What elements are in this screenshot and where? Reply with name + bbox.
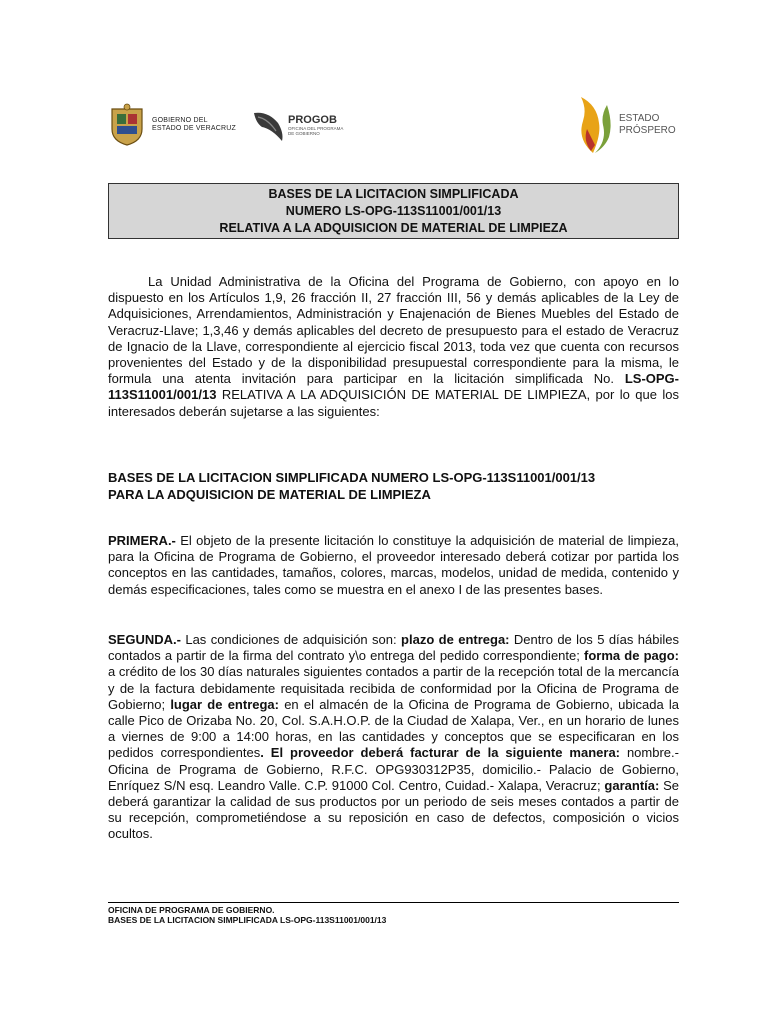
facturar-label: . El proveedor deberá facturar de la siguiente manera: [260, 745, 620, 761]
gobierno-logo-line1: GOBIERNO DEL [152, 117, 208, 124]
gobierno-logo-line2: ESTADO DE VERACRUZ [152, 125, 236, 132]
plazo-entrega-label: plazo de entrega: [401, 632, 510, 647]
primera-label: PRIMERA.- [108, 533, 176, 548]
lugar-entrega-label: lugar de entrega: [170, 696, 279, 712]
bases-heading-line1: BASES DE LA LICITACION SIMPLIFICADA NUMERO LS-OPG-113S11001/001/13 [108, 470, 596, 485]
footer-line2: BASES DE LA LICITACION SIMPLIFICADA LS-OPG-113S11001/001/13 [108, 915, 387, 925]
garantia-label: garantía: [604, 777, 660, 793]
segunda-text-2: Dentro de los 5 días hábiles contados a partir de la firma del contrato y\o entrega del pedido correspondiente; [108, 632, 679, 664]
estado-logo-line1: ESTADO [619, 113, 660, 124]
title-line1: BASES DE LA LICITACION SIMPLIFICADA [268, 187, 519, 201]
intro-text-b: RELATIVA A LA ADQUISICIÓN DE MATERIAL DE LIMPIEZA, por lo que los interesados deberán sujetarse a las siguientes: [108, 387, 679, 419]
segunda-text-3: a crédito de los 30 días naturales siguientes contados a partir de la recepción total de la mercancía y de la factura debidamente requisitada recibida de conformidad por la Oficina de Programa de Gobierno; [108, 664, 679, 712]
title-line3: RELATIVA A LA ADQUISICION DE MATERIAL DE LIMPIEZA [219, 221, 568, 235]
title-line2: NUMERO LS-OPG-113S11001/001/13 [285, 204, 502, 218]
flame-icon [573, 95, 615, 155]
bases-heading [108, 470, 679, 503]
segunda-label: SEGUNDA.- [108, 632, 181, 647]
progob-sub-line1: OFICINA DEL PROGRAMA [288, 126, 344, 131]
segunda-text-1: Las condiciones de adquisición son: [180, 632, 402, 647]
bases-heading-line2: PARA LA ADQUISICION DE MATERIAL DE LIMPIEZA [108, 486, 431, 502]
progob-logo [252, 107, 368, 143]
estado-logo-line2: PRÓSPERO [619, 125, 676, 136]
document-title-box [108, 183, 679, 239]
progob-name: PROGOB [288, 114, 337, 126]
forma-pago-label: forma de pago: [584, 648, 679, 664]
segunda-text-5: nombre.- Oficina de Programa de Gobierno, R.F.C. OPG930312P35, domicilio.- Palacio de Gobierno, Enríquez S/N esq. Leandro Valle. C.P. 91000 Col. Centro, Cuidad.- Xalapa, Veracruz; [108, 745, 679, 793]
intro-paragraph [108, 274, 679, 420]
estado-prospero-logo [573, 95, 676, 155]
primera-clause [108, 533, 679, 598]
gobierno-veracruz-logo [108, 103, 236, 147]
header-logos [0, 95, 770, 165]
segunda-text-6: Se deberá garantizar la calidad de sus productos por un periodo de seis meses contados a partir de su recepción, comprometiéndose a su reposición en caso de defectos, composición o vicios ocultos. [108, 777, 679, 842]
segunda-clause [108, 632, 679, 843]
primera-text: El objeto de la presente licitación lo constituye la adquisición de material de limpieza, para la Oficina de Programa de Gobierno, el proveedor interesado deberá cotizar por partida los conceptos en las cantidades, tamaños, colores, marcas, modelos, unidad de medida, contenido y demás especificaciones, tales como se muestra en el anexo I de las presentes bases. [108, 533, 679, 597]
intro-licitacion-number: LS-OPG-113S11001/001/13 [108, 371, 679, 403]
page-footer [108, 905, 386, 925]
progob-sub-line2: DE GOBIERNO [288, 131, 320, 136]
segunda-text-4: en el almacén de la Oficina de Programa de Gobierno, ubicada la calle Pico de Orizaba No. 20, Col. S.A.H.O.P. de la Ciudad de Xalapa, Ver., en un horario de lunes a viernes de 9:00 a 14:00 horas, en las cantidades y conceptos que se especificaran en los pedidos correspondientes [108, 696, 680, 761]
intro-text-a: La Unidad Administrativa de la Oficina del Programa de Gobierno, con apoyo en lo dispuesto en los Artículos 1,9, 26 fracción II, 27 fracción III, 56 y demás aplicables de la Ley de Adquisiciones, Arrendamientos, Administración y Enajenación de Bienes Muebles del Estado de Veracruz-Llave; 1,3,46 y demás aplicables del decreto de presupuesto para el estado de Veracruz de Ignacio de la Llave, correspondiente al ejercicio fiscal 2013, toda vez que cuenta con recursos provenientes del Estado y de la disponibilidad presupuestal correspondiente para la misma, le formula una atenta invitación para participar en la licitación simplificada No. [108, 274, 679, 387]
footer-divider [108, 902, 679, 903]
veracruz-seal-icon [108, 103, 146, 147]
progob-leaf-icon [252, 107, 288, 143]
footer-line1: OFICINA DE PROGRAMA DE GOBIERNO. [108, 905, 275, 915]
